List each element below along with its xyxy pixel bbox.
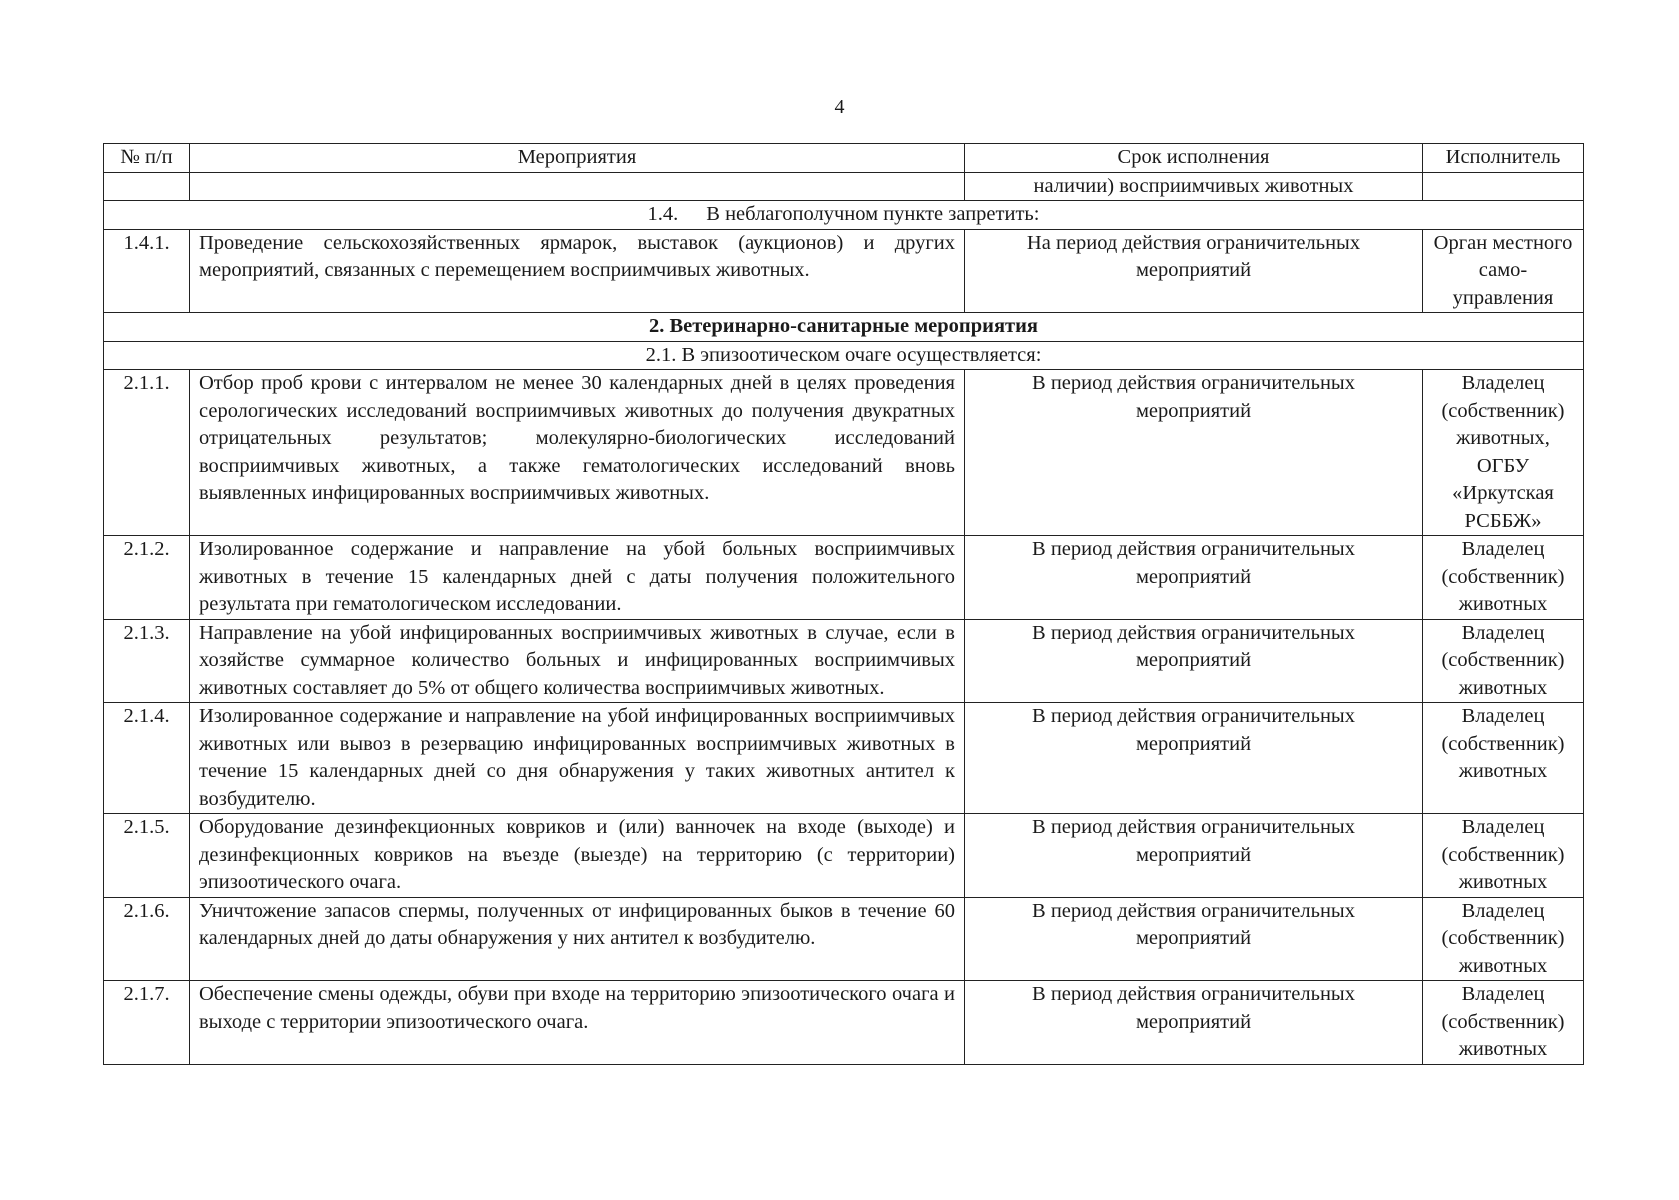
row-num: 1.4.1. bbox=[104, 229, 190, 313]
row-term: На период действия ограничительных мероприятий bbox=[965, 229, 1423, 313]
row-term: В период действия ограничительных мероприятий bbox=[965, 981, 1423, 1065]
header-term: Срок исполнения bbox=[965, 144, 1423, 173]
table-row bbox=[104, 703, 1584, 814]
row-executor: Владелец (собственник) животных bbox=[1423, 897, 1584, 981]
table-row bbox=[104, 370, 1584, 536]
continuation-row bbox=[104, 172, 1584, 201]
row-measure bbox=[190, 172, 965, 201]
row-term: В период действия ограничительных мероприятий bbox=[965, 703, 1423, 814]
row-measure: Обеспечение смены одежды, обуви при входе на территорию эпизоотического очага и выходе с территории эпизоотического очага. bbox=[190, 981, 965, 1065]
row-executor: Владелец (собственник) животных bbox=[1423, 981, 1584, 1065]
row-term: В период действия ограничительных мероприятий bbox=[965, 897, 1423, 981]
table-row bbox=[104, 897, 1584, 981]
row-term: В период действия ограничительных мероприятий bbox=[965, 814, 1423, 898]
row-executor: Владелец (собственник) животных, ОГБУ «Иркутская РСББЖ» bbox=[1423, 370, 1584, 536]
row-measure: Направление на убой инфицированных восприимчивых животных в случае, если в хозяйстве суммарное количество больных и инфицированных восприимчивых животных составляет до 5% от общего количества восприимчивых животных. bbox=[190, 619, 965, 703]
row-num: 2.1.4. bbox=[104, 703, 190, 814]
subsection-number: 1.4. bbox=[647, 203, 679, 225]
row-measure: Изолированное содержание и направление на убой инфицированных восприимчивых животных или вывоз в резервацию инфицированных восприимчивых животных в течение 15 календарных дней со дня обнаружения у таких животных антител к возбудителю. bbox=[190, 703, 965, 814]
section-title: 2. Ветеринарно-санитарные мероприятия bbox=[104, 313, 1584, 342]
row-executor bbox=[1423, 172, 1584, 201]
subsection-text: В неблагополучном пункте запретить: bbox=[706, 203, 1040, 225]
measures-table bbox=[103, 143, 1584, 1065]
row-num: 2.1.3. bbox=[104, 619, 190, 703]
row-executor: Владелец (собственник) животных bbox=[1423, 619, 1584, 703]
row-executor: Владелец (собственник) животных bbox=[1423, 536, 1584, 620]
row-num: 2.1.7. bbox=[104, 981, 190, 1065]
table-row bbox=[104, 814, 1584, 898]
subsection-row bbox=[104, 201, 1584, 230]
row-executor: Владелец (собственник) животных bbox=[1423, 703, 1584, 814]
header-measures: Мероприятия bbox=[190, 144, 965, 173]
row-term: наличии) восприимчивых животных bbox=[965, 172, 1423, 201]
row-measure: Отбор проб крови с интервалом не менее 30 календарных дней в целях проведения серологических исследований восприимчивых животных до получения двукратных отрицательных результатов; молекулярно-биологических исследований восприимчивых животных, а также гематологических исследований вновь выявленных инфицированных восприимчивых животных. bbox=[190, 370, 965, 536]
row-num: 2.1.2. bbox=[104, 536, 190, 620]
section-row bbox=[104, 313, 1584, 342]
row-num: 2.1.6. bbox=[104, 897, 190, 981]
table-row bbox=[104, 981, 1584, 1065]
row-measure: Изолированное содержание и направление на убой больных восприимчивых животных в течение 15 календарных дней с даты получения положительного результата при гематологическом исследовании. bbox=[190, 536, 965, 620]
subsection-title bbox=[104, 201, 1584, 230]
table-row bbox=[104, 536, 1584, 620]
row-term: В период действия ограничительных мероприятий bbox=[965, 370, 1423, 536]
table-row bbox=[104, 229, 1584, 313]
row-measure: Уничтожение запасов спермы, полученных от инфицированных быков в течение 60 календарных дней до даты обнаружения у них антител к возбудителю. bbox=[190, 897, 965, 981]
row-num: 2.1.1. bbox=[104, 370, 190, 536]
row-measure: Оборудование дезинфекционных ковриков и (или) ванночек на входе (выходе) и дезинфекционных ковриков на въезде (выезде) на территорию (с территории) эпизоотического очага. bbox=[190, 814, 965, 898]
header-row bbox=[104, 144, 1584, 173]
table-row bbox=[104, 619, 1584, 703]
subsection-title: 2.1. В эпизоотическом очаге осуществляется: bbox=[104, 341, 1584, 370]
row-executor: Владелец (собственник) животных bbox=[1423, 814, 1584, 898]
row-term: В период действия ограничительных мероприятий bbox=[965, 619, 1423, 703]
header-num: № п/п bbox=[104, 144, 190, 173]
row-num: 2.1.5. bbox=[104, 814, 190, 898]
row-term: В период действия ограничительных мероприятий bbox=[965, 536, 1423, 620]
row-measure: Проведение сельскохозяйственных ярмарок, выставок (аукционов) и других мероприятий, связанных с перемещением восприимчивых животных. bbox=[190, 229, 965, 313]
page-number: 4 bbox=[834, 96, 845, 118]
subsection-row bbox=[104, 341, 1584, 370]
row-num bbox=[104, 172, 190, 201]
header-executor: Исполнитель bbox=[1423, 144, 1584, 173]
row-executor: Орган местного само-управления bbox=[1423, 229, 1584, 313]
